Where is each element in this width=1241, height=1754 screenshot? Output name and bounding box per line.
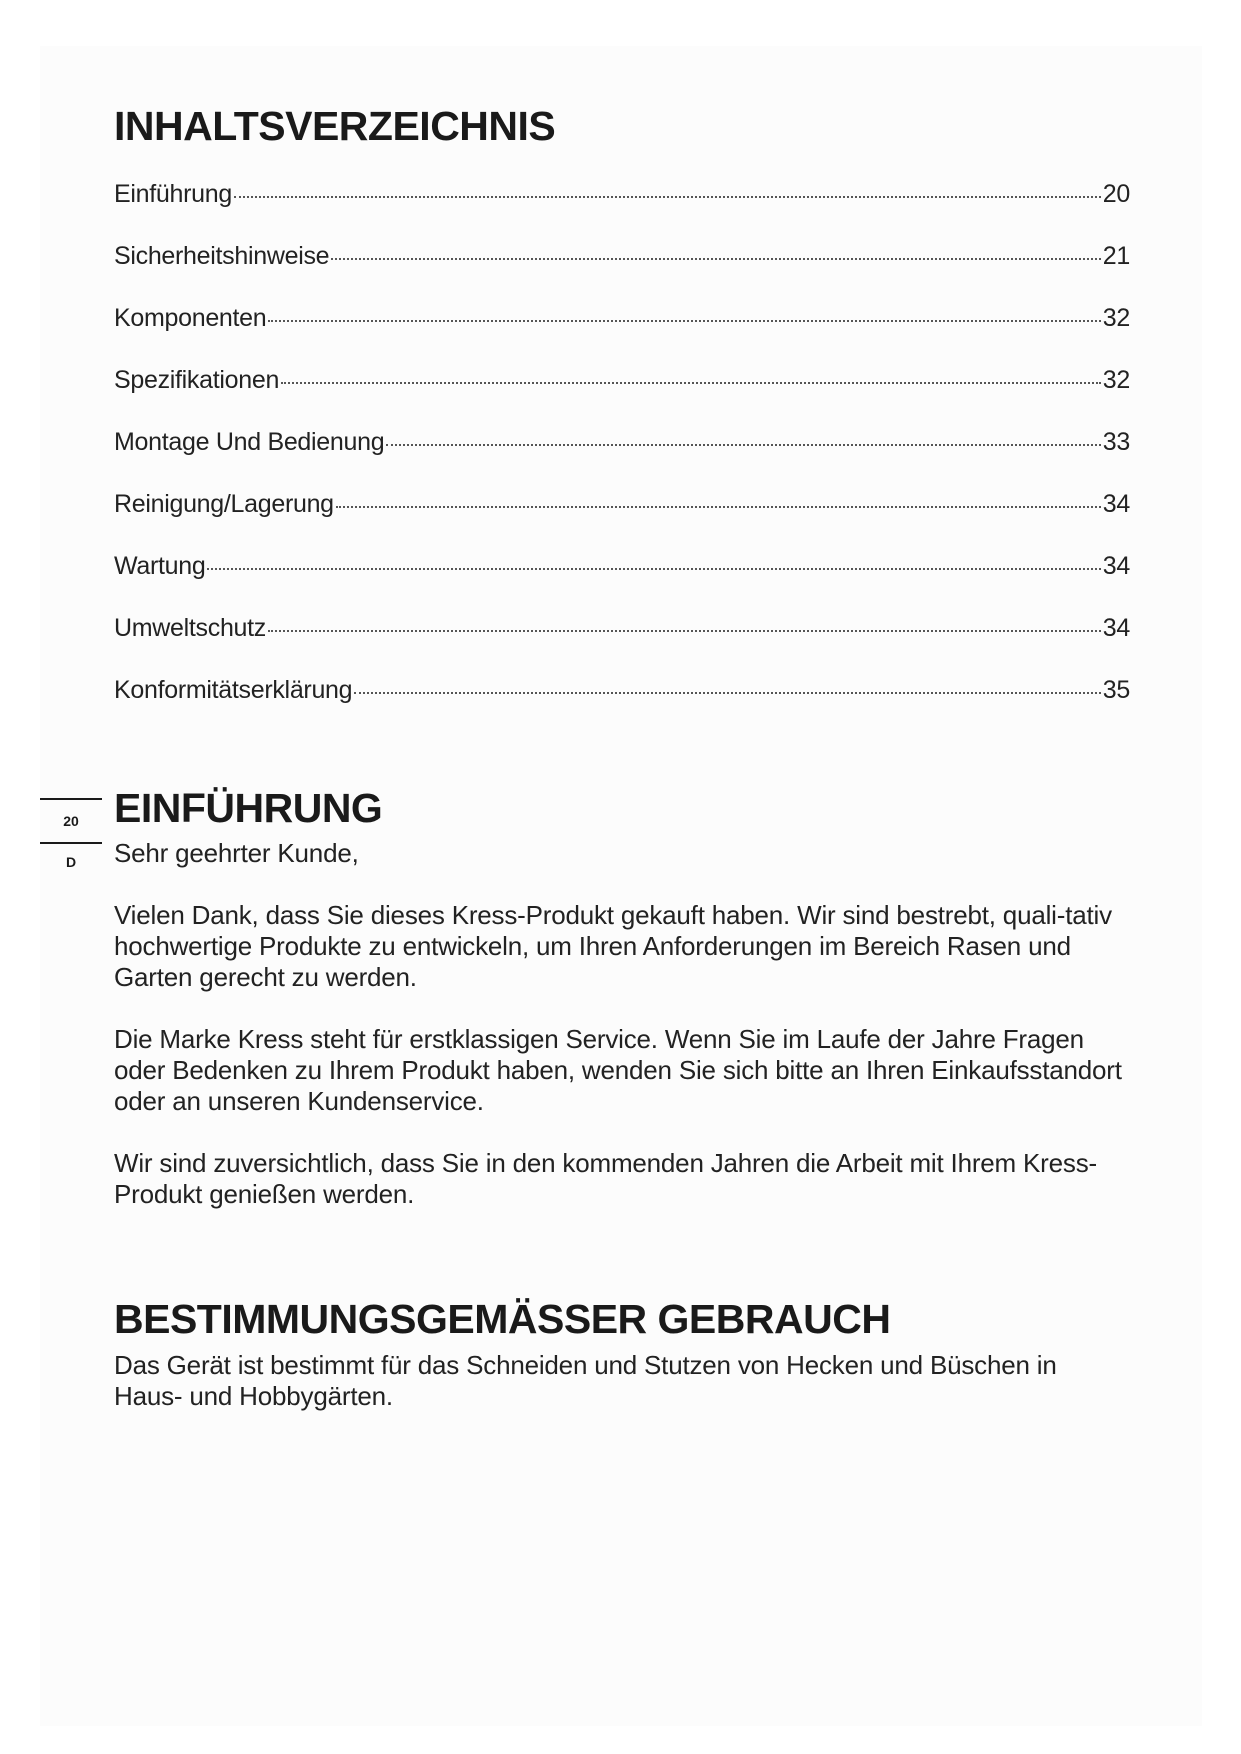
toc-leader-dots <box>234 196 1101 198</box>
toc-entry-page: 34 <box>1102 552 1130 580</box>
toc-entry[interactable] <box>114 180 1130 242</box>
toc-entry-label: Reinigung/Lagerung <box>114 490 334 518</box>
page-marker <box>40 798 102 880</box>
intro-paragraph: Die Marke Kress steht für erstklassigen Service. Wenn Sie im Laufe der Jahre Fragen oder Bedenken zu Ihrem Produkt haben, wenden Sie sich bitte an Ihren Einkaufsstandort oder an unseren Kundenservice. <box>114 1024 1122 1116</box>
toc-entry-label: Umweltschutz <box>114 614 266 642</box>
table-of-contents <box>114 180 1130 738</box>
intro-paragraph: Vielen Dank, dass Sie dieses Kress-Produkt gekauft haben. Wir sind bestrebt, quali-tativ hochwertige Produkte zu entwickeln, um Ihren Anforderungen im Bereich Rasen und Garten gerecht zu werden. <box>114 900 1112 992</box>
intro-greeting: Sehr geehrter Kunde, <box>114 838 359 868</box>
toc-entry[interactable] <box>114 552 1130 614</box>
toc-entry-label: Montage Und Bedienung <box>114 428 385 456</box>
toc-entry[interactable] <box>114 614 1130 676</box>
toc-entry[interactable] <box>114 242 1130 304</box>
toc-entry-label: Einführung <box>114 180 232 208</box>
toc-entry[interactable] <box>114 366 1130 428</box>
toc-entry-page: 34 <box>1102 490 1130 518</box>
toc-entry-label: Spezifikationen <box>114 366 280 394</box>
toc-leader-dots <box>268 320 1100 322</box>
toc-heading: INHALTSVERZEICHNIS <box>114 103 556 149</box>
toc-entry-page: 34 <box>1102 614 1130 642</box>
toc-entry-page: 35 <box>1102 676 1130 704</box>
toc-entry-label: Sicherheitshinweise <box>114 242 330 270</box>
toc-entry-page: 32 <box>1102 304 1130 332</box>
intro-heading: EINFÜHRUNG <box>114 785 383 831</box>
intro-paragraph: Wir sind zuversichtlich, dass Sie in den kommenden Jahren die Arbeit mit Ihrem Kress-Produkt genießen werden. <box>114 1148 1097 1209</box>
page-number: 20 <box>63 813 79 829</box>
toc-entry-label: Komponenten <box>114 304 267 332</box>
toc-leader-dots <box>268 630 1101 632</box>
language-code: D <box>65 854 77 870</box>
toc-entry[interactable] <box>114 490 1130 552</box>
toc-entry[interactable] <box>114 428 1130 490</box>
toc-entry[interactable] <box>114 304 1130 366</box>
toc-leader-dots <box>331 258 1101 260</box>
toc-entry-label: Konformitätserklärung <box>114 676 353 704</box>
toc-leader-dots <box>386 444 1100 446</box>
toc-entry-page: 20 <box>1102 180 1130 208</box>
intended-use-text: Das Gerät ist bestimmt für das Schneiden und Stutzen von Hecken und Büschen in Haus- und Hobbygärten. <box>114 1350 1057 1411</box>
toc-entry-page: 33 <box>1102 428 1130 456</box>
toc-entry-label: Wartung <box>114 552 206 580</box>
toc-leader-dots <box>207 568 1100 570</box>
intended-use-heading: BESTIMMUNGSGEMÄSSER GEBRAUCH <box>114 1296 891 1342</box>
toc-leader-dots <box>354 692 1101 694</box>
toc-entry-page: 21 <box>1102 242 1130 270</box>
toc-leader-dots <box>336 506 1101 508</box>
toc-entry[interactable] <box>114 676 1130 738</box>
toc-leader-dots <box>281 382 1101 384</box>
toc-entry-page: 32 <box>1102 366 1130 394</box>
